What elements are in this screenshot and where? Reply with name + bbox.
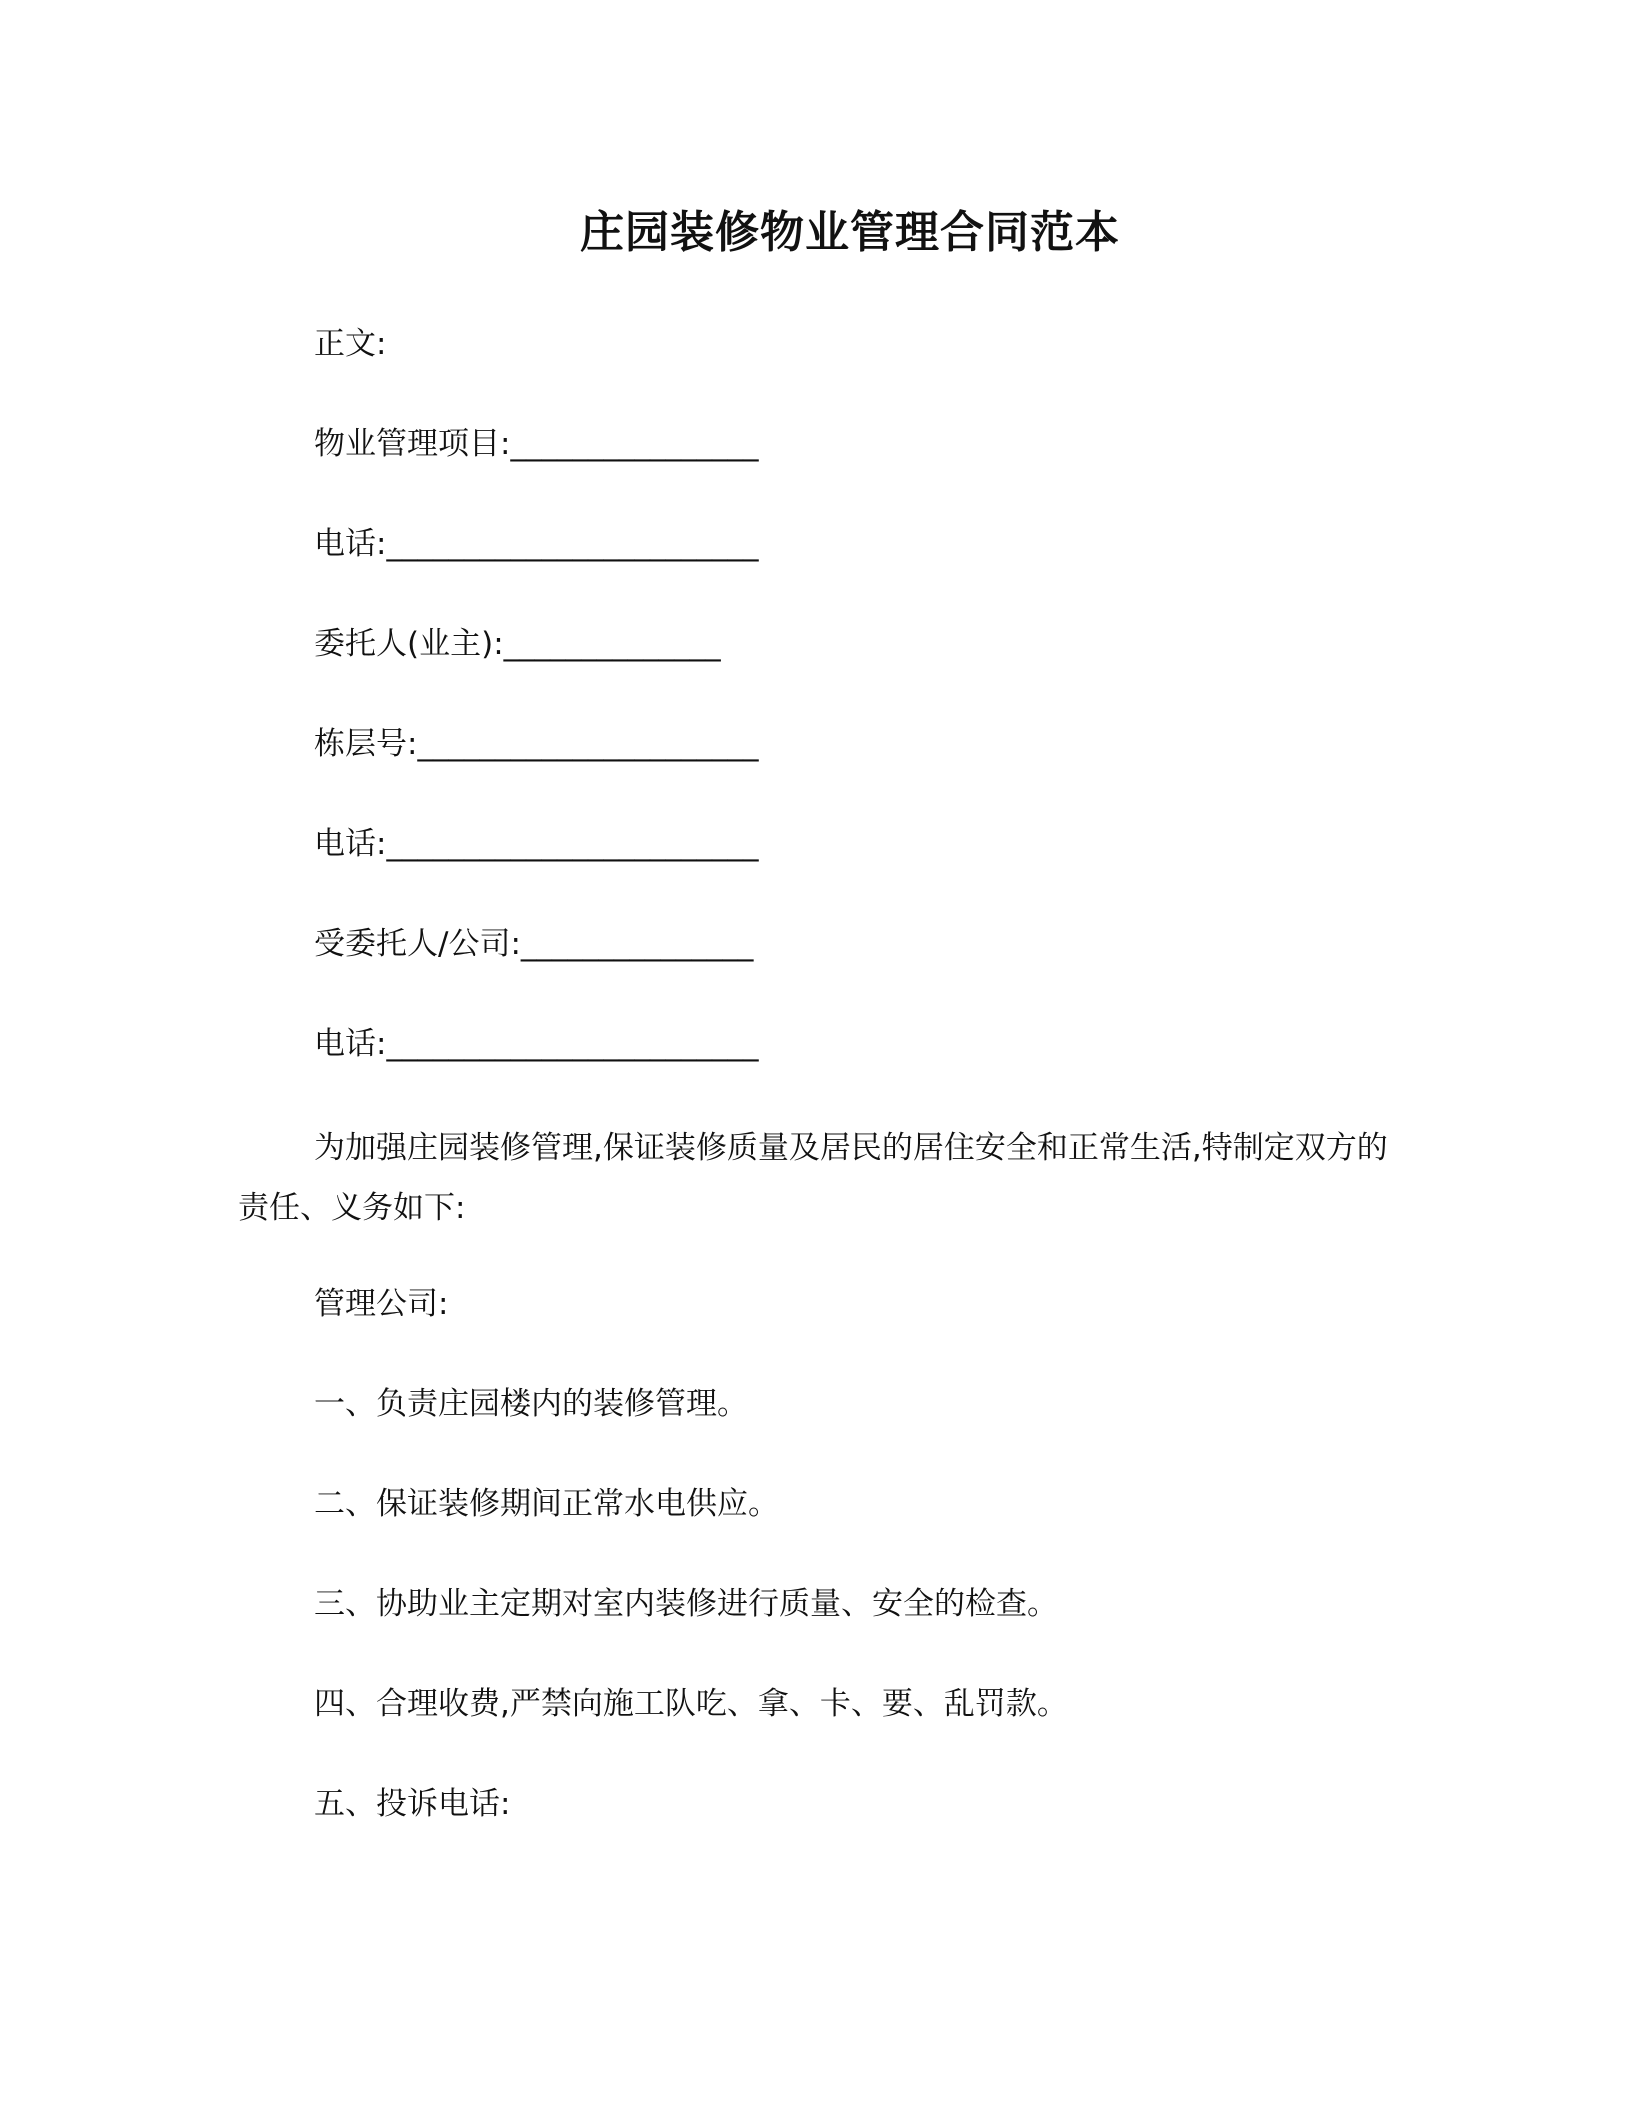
intro-paragraph: 为加强庄园装修管理,保证装修质量及居民的居住安全和正常生活,特制定双方的责任、义务如下: bbox=[238, 1130, 1388, 1226]
section-heading-management: 管理公司: bbox=[314, 1286, 449, 1322]
field-contractor-company: 受委托人/公司:_______________ bbox=[314, 926, 754, 962]
duty-item-3: 三、协助业主定期对室内装修进行质量、安全的检查。 bbox=[314, 1586, 1058, 1622]
duty-item-4: 四、合理收费,严禁向施工队吃、拿、卡、要、乱罚款。 bbox=[314, 1686, 1068, 1722]
field-phone-property: 电话:________________________ bbox=[314, 526, 759, 562]
field-phone-contractor: 电话:________________________ bbox=[314, 1026, 759, 1062]
duty-item-1: 一、负责庄园楼内的装修管理。 bbox=[314, 1386, 748, 1422]
field-property-project: 物业管理项目:________________ bbox=[314, 426, 759, 462]
duty-item-5: 五、投诉电话: bbox=[314, 1786, 511, 1822]
body-label: 正文: bbox=[314, 326, 387, 362]
field-building-floor: 栋层号:______________________ bbox=[314, 726, 759, 762]
document-title: 庄园装修物业管理合同范本 bbox=[580, 207, 1120, 258]
duty-item-2: 二、保证装修期间正常水电供应。 bbox=[314, 1486, 779, 1522]
field-client-owner: 委托人(业主):______________ bbox=[314, 626, 721, 662]
field-phone-owner: 电话:________________________ bbox=[314, 826, 759, 862]
